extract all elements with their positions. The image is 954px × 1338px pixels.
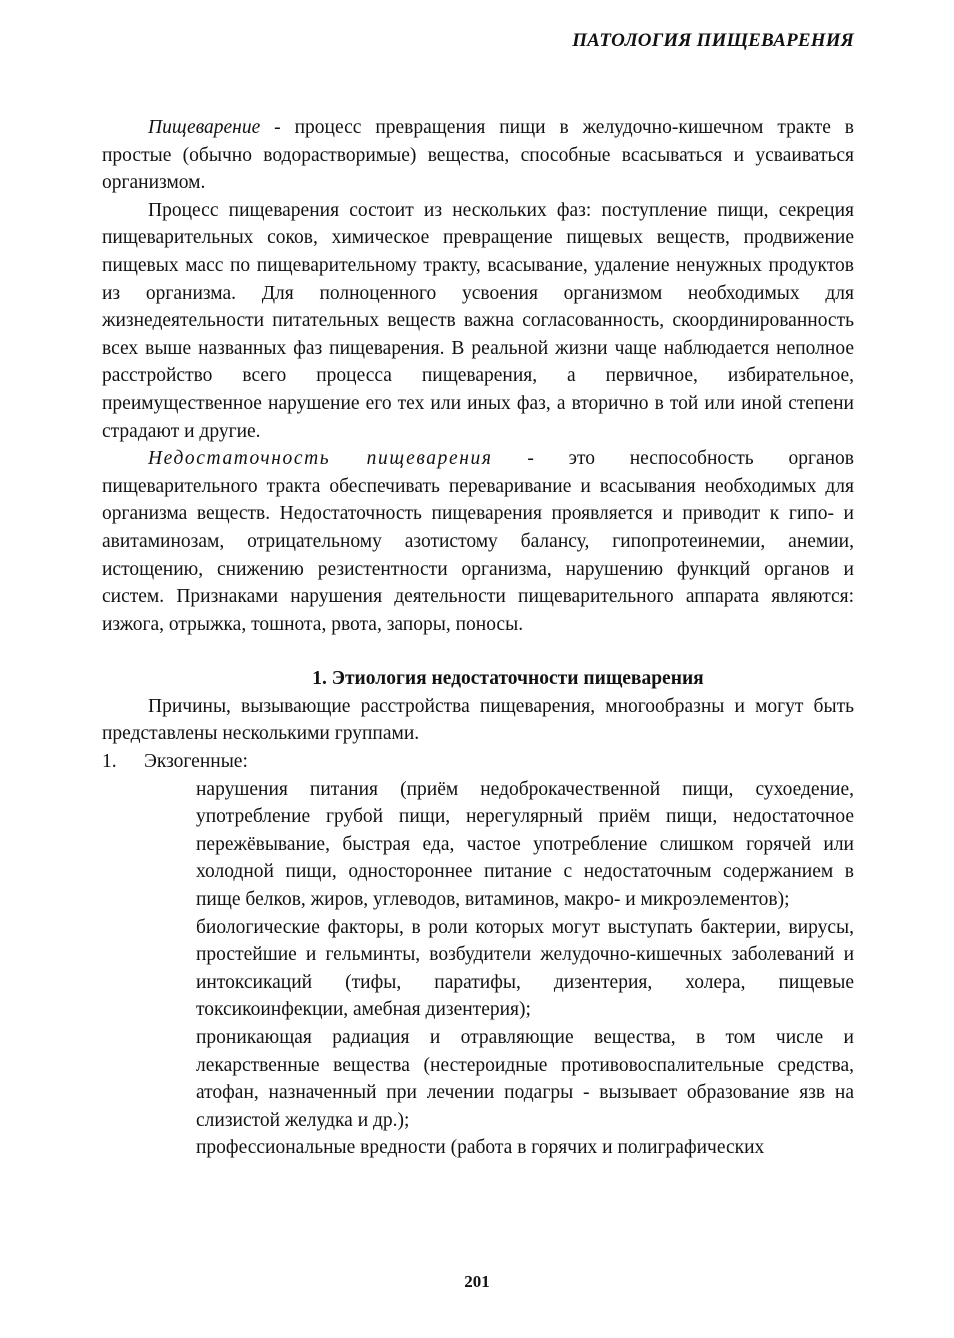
running-header: ПАТОЛОГИЯ ПИЩЕВАРЕНИЯ	[572, 30, 854, 51]
paragraph-insufficiency-definition	[102, 445, 854, 638]
section-heading: 1. Этиология недостаточности пищеварения	[312, 668, 704, 690]
paragraph-digestion-definition	[102, 114, 854, 197]
term-digestion: Пищеварение	[148, 117, 261, 138]
term-insufficiency: Недостаточность пищеварения	[148, 448, 493, 470]
section-intro: Причины, вызывающие расстройства пищеварения, многообразны и могут быть представлены несколькими группами.	[102, 695, 854, 745]
list-number: 1.	[102, 751, 117, 773]
spacer	[102, 638, 854, 665]
list-label: Экзогенные:	[144, 751, 248, 773]
list-item: нарушения питания (приём недоброкачественной пищи, сухоедение, употребление грубой пищи, нерегулярный приём пищи, недостаточное пережёвывание, быстрая еда, частое употребление слишком горячей или холодной пищи, одностороннее питание с недостаточным содержанием в пище белков, жиров, углеводов, витаминов, макро- и микроэлементов);	[196, 778, 854, 911]
list-item: проникающая радиация и отравляющие вещества, в том числе и лекарственные вещества (нестероидные противовоспалительные средства, атофан, назначенный при лечении подагры - вызывает образование язв на слизистой желудка и др.);	[196, 1027, 854, 1131]
paragraph-text: - это неспособность органов пищеварительного тракта обеспечивать переваривание и всасывания необходимых для организма веществ. Недостаточность пищеварения проявляется и приводит к гипо- и авитаминозам, отрицательному азотистому балансу, гипопротеинемии, анемии, истощению, снижению резистентности организма, нарушению функций органов и систем. Признаками нарушения деятельности пищеварительного аппарата являются: изжога, отрыжка, тошнота, рвота, запоры, поносы.	[102, 448, 854, 635]
page-body	[102, 114, 854, 1162]
paragraph-digestion-phases: Процесс пищеварения состоит из нескольких фаз: поступление пищи, секреция пищеварительных соков, химическое превращение пищевых веществ, продвижение пищевых масс по пищеварительному тракту, всасывание, удаление ненужных продуктов из организма. Для полноценного усвоения организмом необходимых для жизнедеятельности питательных веществ важна согласованность, скоординированность всех выше названных фаз пищеварения. В реальной жизни чаще наблюдается неполное расстройство всего процесса пищеварения, а первичное, избирательное, преимущественное нарушение его тех или иных фаз, а вторично в той или иной степени страдают и другие.	[102, 199, 854, 442]
cause-list	[196, 776, 854, 1162]
page-number: 201	[464, 1272, 490, 1291]
list-item: профессиональные вредности (работа в горячих и полиграфических	[196, 1137, 765, 1159]
list-item: биологические факторы, в роли которых могут выступать бактерии, вирусы, простейшие и гельминты, возбудители желудочно-кишечных заболеваний и интоксикаций (тифы, паратифы, дизентерия, холера, пищевые токсикоинфекции, амебная дизентерия);	[196, 916, 854, 1021]
paragraph-text: - процесс превращения пищи в желудочно-кишечном тракте в простые (обычно водорастворимые) вещества, способные всасываться и усваиваться организмом.	[102, 117, 854, 194]
list-heading	[102, 748, 854, 776]
